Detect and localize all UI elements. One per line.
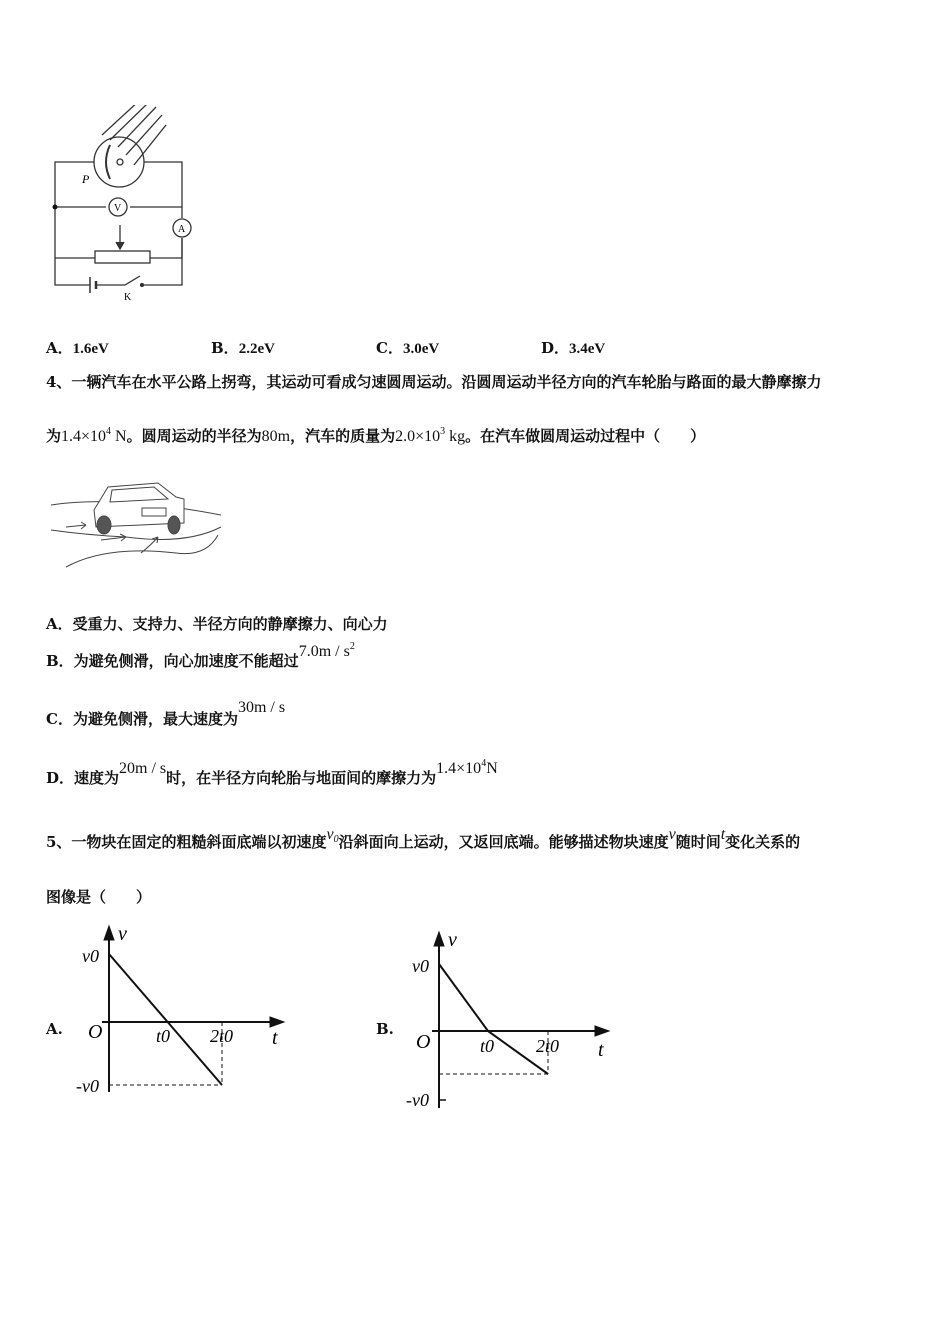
q3-option-d: D．3.4eV: [541, 339, 606, 357]
velocity-line: [109, 954, 222, 1085]
v0-label: v0: [82, 946, 99, 966]
graph-a: [72, 922, 297, 1097]
graph-b: [402, 928, 617, 1113]
t0-label: t0: [156, 1026, 171, 1046]
2t0-label: 2t0: [210, 1026, 234, 1046]
q4-option-d: D．速度为20m / s时，在半径方向轮胎与地面间的摩擦力为$1.4\times 10^4N$: [46, 758, 498, 787]
circuit-wire: [150, 238, 182, 258]
direction-arrow: [66, 522, 86, 529]
neg-v0-label: -v0: [76, 1076, 99, 1096]
neg-v0-label: -v0: [406, 1090, 429, 1110]
switch-k: [125, 276, 140, 285]
circuit-wire: [144, 162, 182, 218]
v0-label: v0: [412, 956, 429, 976]
q4-option-b: B．为避免侧滑，向心加速度不能超过$7.0m / s^2$: [46, 641, 355, 670]
car-turning-figure: [46, 475, 226, 570]
q3-option-c: C．3.0eV: [376, 339, 440, 357]
q5-stem-line2: 图像是（ ）: [46, 888, 152, 906]
wheel: [97, 516, 111, 534]
q3-option-b: B．2.2eV: [211, 339, 275, 357]
label-k: K: [124, 292, 132, 303]
axis-v-label: v: [448, 929, 457, 951]
label-v: V: [114, 203, 122, 214]
q3-option-a: A．1.6eV: [46, 339, 109, 357]
circuit-diagram: [40, 105, 200, 305]
t0-label: t0: [480, 1036, 495, 1056]
axis-t-label: t: [272, 1027, 278, 1049]
label-a: A: [178, 224, 186, 235]
q4-option-c: C．为避免侧滑，最大速度为30m / s: [46, 699, 286, 728]
graph-b-label: B.: [376, 1020, 394, 1038]
q4-stem-line2: 为$1.4\times 10^4$ N。圆周运动的半径为80m，汽车的质量为$2.0\times 10^3$ kg。在汽车做圆周运动过程中（ ）: [46, 426, 706, 445]
direction-arrow: [101, 534, 126, 541]
q4-option-a: A．受重力、支持力、半径方向的静摩擦力、向心力: [46, 615, 388, 633]
label-p: P: [82, 172, 90, 186]
wheel: [168, 516, 180, 534]
graph-a-label: A.: [46, 1020, 63, 1038]
origin-label: O: [416, 1031, 431, 1053]
axis-t-label: t: [598, 1039, 604, 1061]
road-curve: [51, 527, 221, 539]
origin-label: O: [88, 1021, 103, 1043]
q4-stem-line1: 4、一辆汽车在水平公路上拐弯，其运动可看成匀速圆周运动。沿圆周运动半径方向的汽车轮胎与路面的最大静摩擦力: [46, 373, 822, 391]
q5-stem-line1: 5、一物块在固定的粗糙斜面底端以初速度v0沿斜面向上运动，又返回底端。能够描述物块速度v随时间t变化关系的: [46, 826, 801, 851]
rheostat: [95, 251, 150, 263]
light-ray: [134, 125, 166, 165]
circuit-wire: [142, 238, 182, 285]
photocell-cathode: [106, 145, 110, 179]
road-curve: [66, 535, 218, 567]
light-ray: [126, 115, 162, 155]
velocity-line: [439, 964, 488, 1031]
axis-v-label: v: [118, 923, 127, 945]
2t0-label: 2t0: [536, 1036, 560, 1056]
